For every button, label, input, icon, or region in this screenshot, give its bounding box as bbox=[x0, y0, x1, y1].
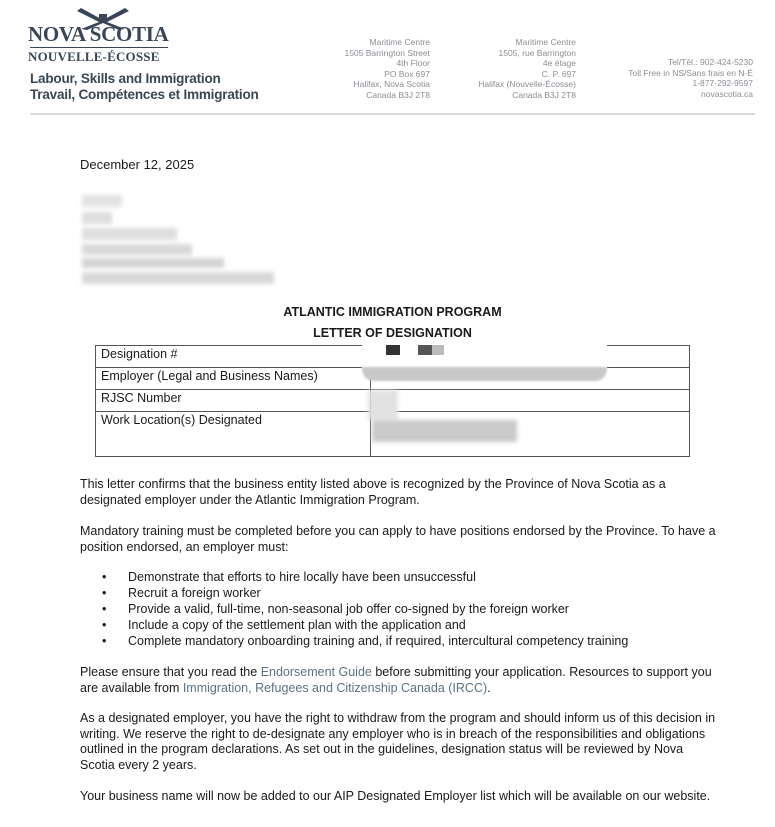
redaction-block bbox=[82, 228, 177, 240]
department-fr: Travail, Compétences et Immigration bbox=[30, 87, 259, 102]
address-english bbox=[330, 37, 430, 100]
list-item bbox=[102, 569, 628, 585]
toll-free-label: Toll Free in NS/Sans frais en N-É bbox=[628, 67, 753, 78]
redaction-block bbox=[372, 420, 517, 442]
department-en: Labour, Skills and Immigration bbox=[30, 71, 221, 86]
row-label: Work Location(s) Designated bbox=[96, 412, 371, 457]
requirements-list bbox=[102, 569, 628, 649]
address-line: C. P. 697 bbox=[541, 68, 576, 79]
address-line: 4e étage bbox=[542, 58, 576, 68]
bullet-icon: • bbox=[102, 570, 107, 584]
address-line: PO Box 697 bbox=[384, 68, 430, 79]
website: novascotia.ca bbox=[701, 88, 753, 99]
listing-paragraph: Your business name will now be added to our AIP Designated Employer list which will be available on our website. bbox=[80, 789, 711, 803]
phone: Tel/Tél.: 902-424-5230 bbox=[667, 57, 753, 67]
address-line: Maritime Centre bbox=[515, 37, 576, 47]
address-line: Canada B3J 2T8 bbox=[366, 89, 430, 100]
row-label: Employer (Legal and Business Names) bbox=[96, 368, 371, 390]
header-divider bbox=[30, 113, 755, 115]
letter-title: LETTER OF DESIGNATION bbox=[313, 326, 472, 340]
list-item-text: Provide a valid, full-time, non-seasonal job offer co-signed by the foreign worker bbox=[128, 602, 569, 616]
address-line: Canada B3J 2T8 bbox=[512, 89, 576, 100]
address-line: 1505 Barrington Street bbox=[344, 47, 430, 58]
training-paragraph: Mandatory training must be completed before you can apply to have positions endorsed by the Province. To have a position endorsed, an employer must: bbox=[80, 524, 716, 554]
address-line: 1505, rue Barrington bbox=[498, 47, 576, 58]
redaction-block bbox=[368, 390, 398, 420]
redaction-block bbox=[82, 195, 122, 207]
list-item-text: Recruit a foreign worker bbox=[128, 586, 261, 600]
list-item bbox=[102, 633, 628, 649]
redaction-block bbox=[82, 272, 274, 284]
letter-date: December 12, 2025 bbox=[80, 157, 195, 172]
logo-name-en: NOVA SCOTIA bbox=[28, 22, 169, 46]
row-label: Designation # bbox=[96, 346, 371, 368]
text: before submitting your application. Resources to support you are available from bbox=[80, 665, 712, 695]
toll-free-number: 1-877-292-9597 bbox=[692, 78, 753, 88]
list-item-text: Include a copy of the settlement plan with the application and bbox=[128, 618, 466, 632]
address-line: Halifax (Nouvelle-Écosse) bbox=[478, 79, 576, 89]
redaction-block bbox=[386, 345, 400, 355]
bullet-icon: • bbox=[102, 602, 107, 616]
endorsement-guide-link[interactable]: Endorsement Guide bbox=[260, 665, 372, 679]
logo-name-fr: NOUVELLE-ÉCOSSE bbox=[28, 49, 160, 64]
list-item-text: Demonstrate that efforts to hire locally have been unsuccessful bbox=[128, 570, 476, 584]
redaction-block bbox=[418, 345, 432, 355]
department-name bbox=[30, 71, 259, 103]
ircc-link[interactable]: Immigration, Refugees and Citizenship Canada (IRCC) bbox=[182, 680, 488, 695]
redaction-block bbox=[362, 367, 607, 381]
bullet-icon: • bbox=[102, 618, 107, 632]
address-line: Maritime Centre bbox=[369, 37, 430, 47]
list-item bbox=[102, 585, 628, 601]
redaction-block bbox=[82, 258, 224, 268]
text: Please ensure that you read the bbox=[80, 665, 261, 679]
redaction-block bbox=[82, 212, 112, 224]
confirmation-paragraph: This letter confirms that the business entity listed above is recognized by the Province of Nova Scotia as a designated employer under the Atlantic Immigration Program. bbox=[80, 477, 666, 507]
redaction-block bbox=[432, 345, 444, 355]
address-line: Halifax, Nova Scotia bbox=[353, 79, 430, 89]
address-line: 4th Floor bbox=[396, 58, 430, 68]
rights-paragraph: As a designated employer, you have the right to withdraw from the program and should inform us of this decision in writing. We reserve the right to de-designate any employer who is in breach of the responsibilities and obligations outlined in the program declarations. As set out in the guidelines, designation status will be reviewed by Nova Scotia every 2 years. bbox=[80, 711, 716, 772]
bullet-icon: • bbox=[102, 634, 107, 648]
program-title: ATLANTIC IMMIGRATION PROGRAM bbox=[283, 305, 502, 319]
list-item bbox=[102, 617, 628, 633]
bullet-icon: • bbox=[102, 586, 107, 600]
row-label: RJSC Number bbox=[96, 390, 371, 412]
text: . bbox=[487, 680, 491, 695]
resources-paragraph bbox=[80, 665, 720, 696]
list-item bbox=[102, 601, 628, 617]
redaction-block bbox=[82, 244, 192, 255]
row-value-redacted bbox=[371, 390, 690, 412]
list-item-text: Complete mandatory onboarding training and, if required, intercultural competency training bbox=[128, 634, 629, 648]
address-french bbox=[460, 37, 576, 100]
logo-divider bbox=[30, 47, 168, 48]
contact-info bbox=[600, 57, 753, 99]
